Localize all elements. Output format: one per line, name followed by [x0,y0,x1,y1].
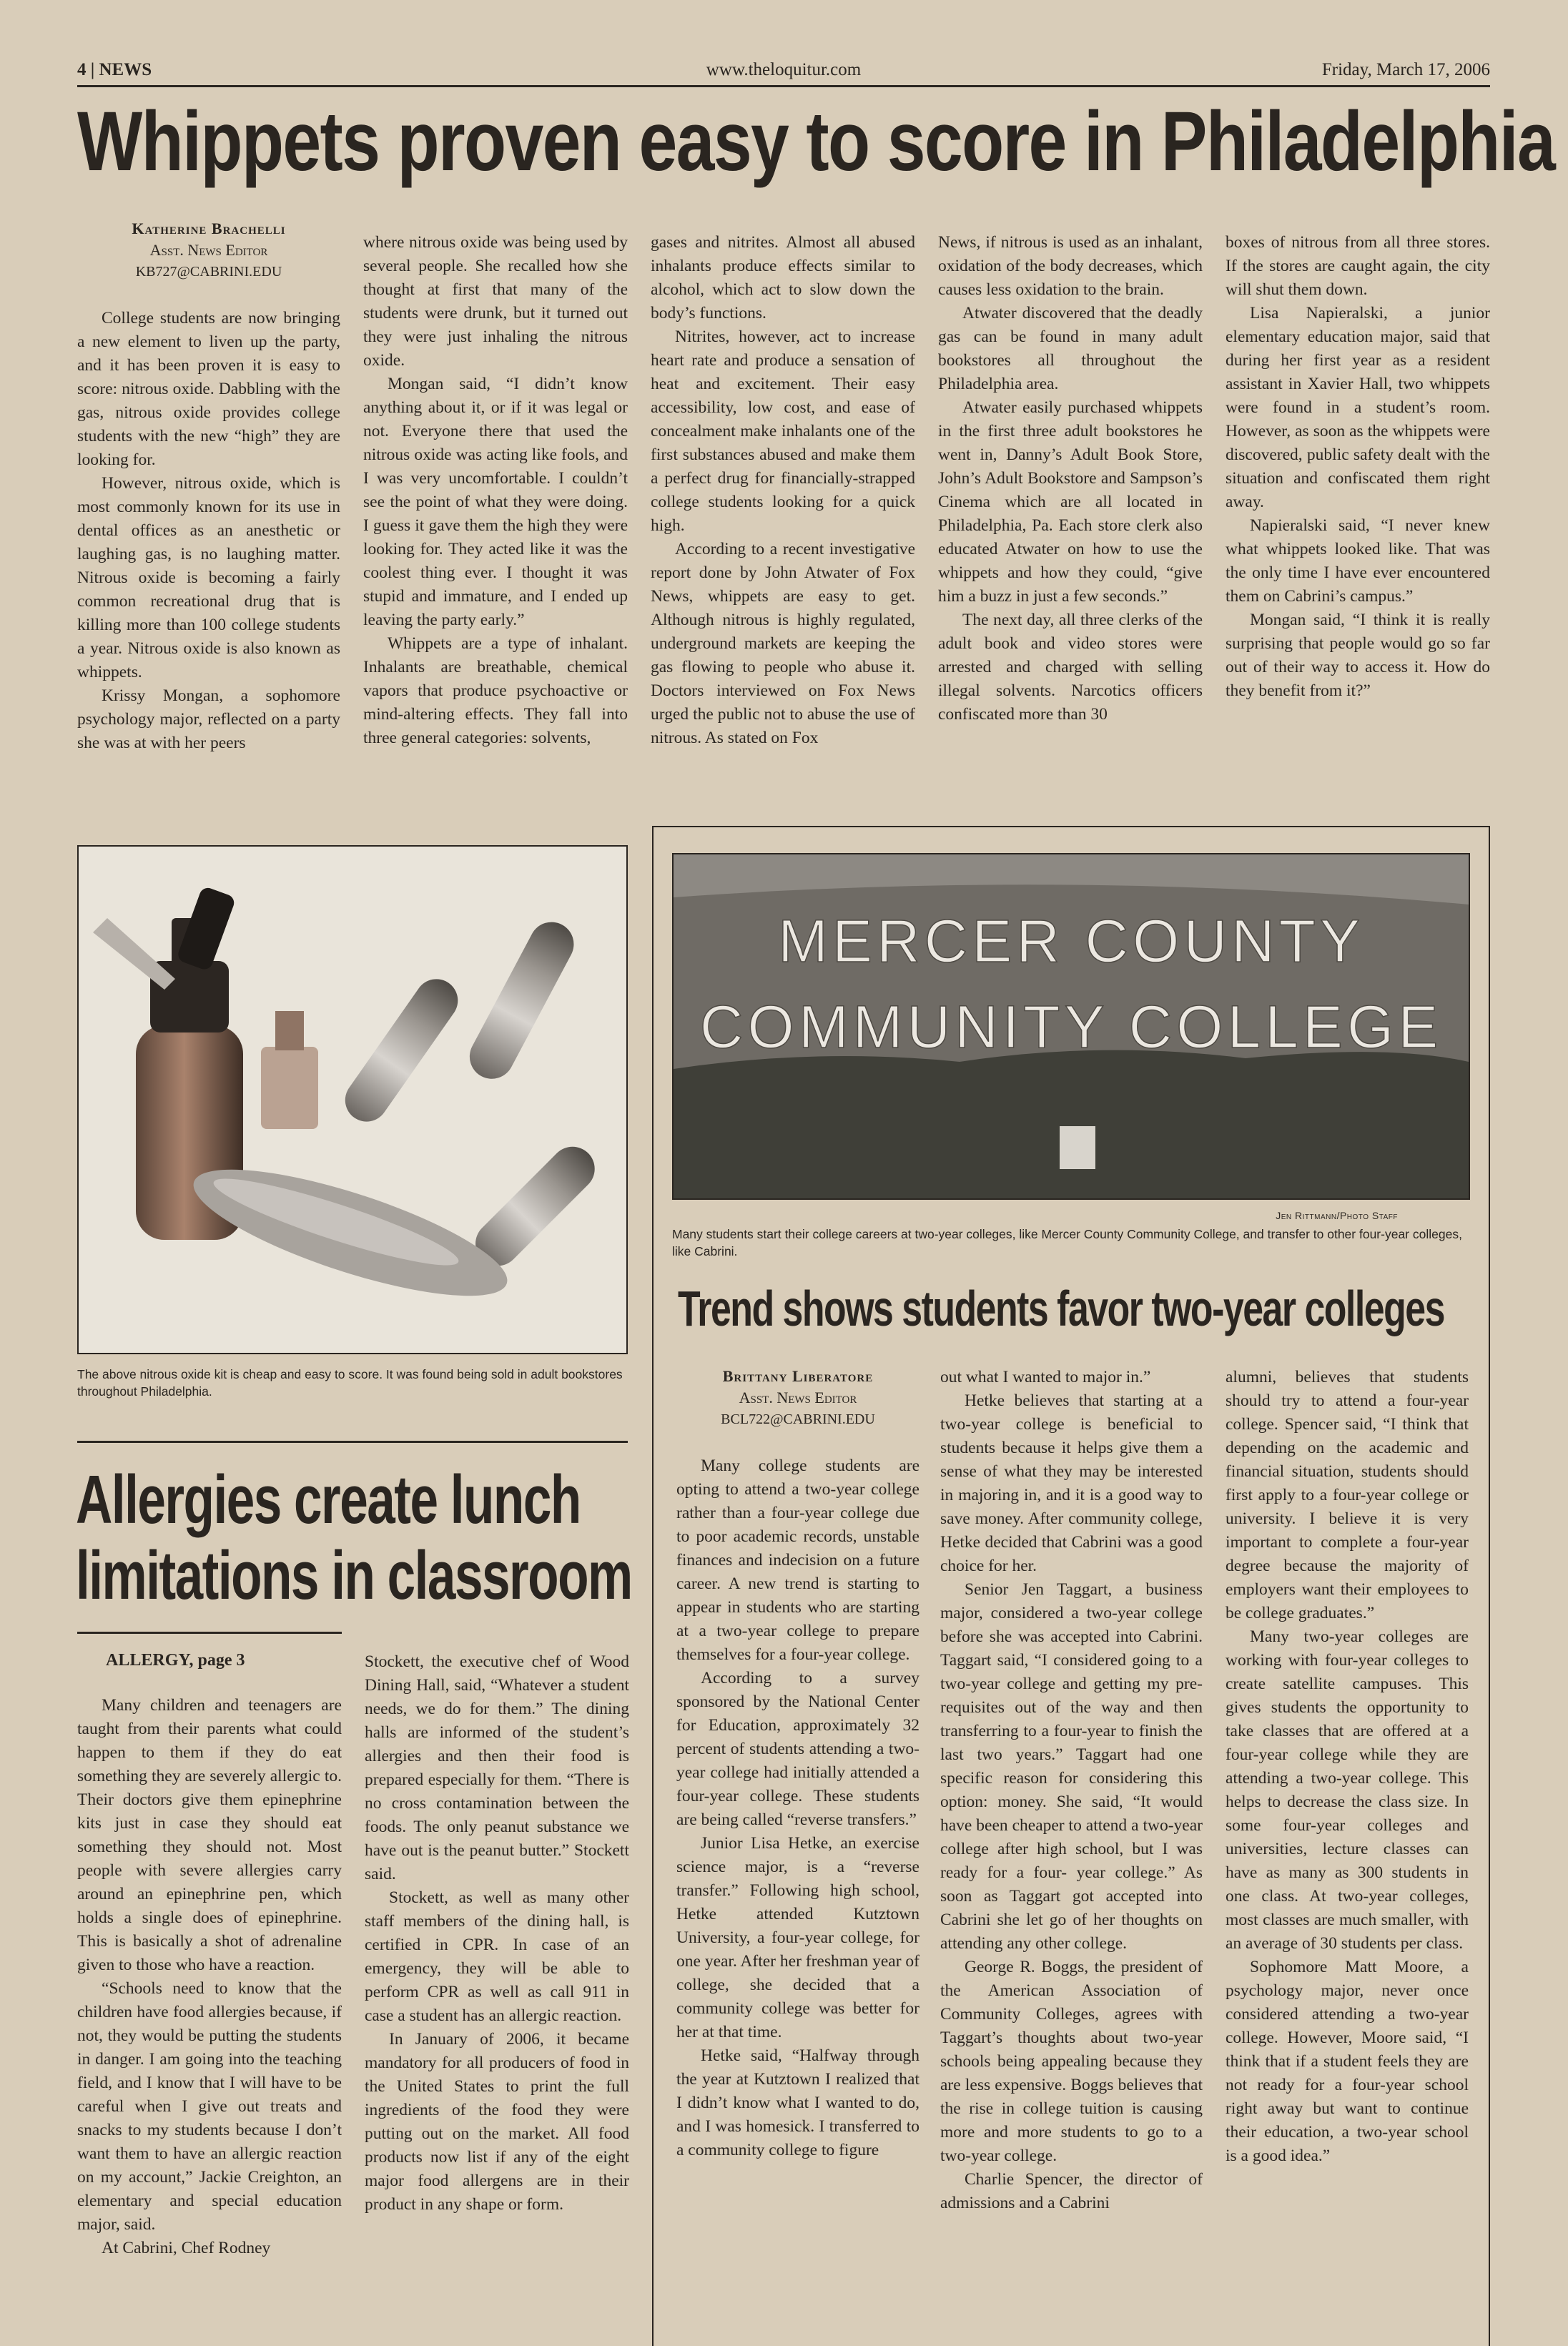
paragraph: Stockett, as well as many other staff members of the dining hall, is certified in CPR. In case of an emergency, they will be able to perform CPR as well as call 911 in case a student has an allergic reaction. [365,1888,629,2025]
paragraph: Charlie Spencer, the director of admissions and a Cabrini [940,2170,1203,2212]
mercer-sign-photo [672,853,1470,1200]
paragraph: Nitrites, however, act to increase heart rate and produce a sensation of heat and excitement. Their easy accessibility, low cost, and ease of concealment make inhalants one of the first substances abused and make them a perfect drug for financially-strapped college students looking for a quick high. [651,327,915,535]
photo-credit: Jen Rittmann/Photo Staff [1276,1210,1398,1221]
mercer-photo-caption: Many students start their college careers at two-year colleges, like Mercer County Community College, and transfer to other four-year colleges, like Cabrini. [672,1227,1462,1258]
whippets-column-5 [1226,231,1490,703]
paragraph: However, nitrous oxide, which is most commonly known for its use in dental offices as an anesthetic or laughing gas, is no laughing matter. Nitrous oxide is becoming a fairly common recreational drug that is killing more than 100 college students a year. Nitrous oxide is also known as whippets. [77,474,340,681]
paragraph: Many two-year colleges are working with four-year colleges to create satellite campuses. This gives students the opportunity to take classes that are offered at a four-year college while they are attending a two-year college. This helps to decrease the class size. In some four-year colleges and universities, lecture classes can have as many as 300 students in one class. At two-year colleges, most classes are much smaller, with an average of 30 students per class. [1226,1627,1469,1953]
paragraph: Whippets are a type of inhalant. Inhalants are breathable, chemical vapors that produce psychoactive or mind-altering effects. They fall into three general categories: solvents, [363,634,628,747]
paragraph: Sophomore Matt Moore, a psychology major, never once considered attending a two-year college. However, Moore said, “I think that if a student feels they are not ready for a four-year school right away but want to continue their education, a two-year school is a good idea.” [1226,1958,1469,2165]
paragraph: Lisa Napieralski, a junior elementary education major, said that during her first year as a resident assistant in Xavier Hall, two whippets were found in a student’s room. However, as soon as the whippets were discovered, public safety dealt with the situation and confiscated them right away. [1226,304,1490,511]
paragraph: According to a survey sponsored by the National Center for Education, approximately 32 percent of students attending a two-year college had initially attended a four-year college. These students are being called “reverse transfers.” [676,1669,919,1829]
paragraph: Stockett, the executive chef of Wood Dining Hall, said, “Whatever a student needs, we do for them.” The dining halls are informed of the student’s allergies and then their food is prepared especially for them. “There is no cross contamination between the foods. The only peanut substance we have out is the peanut butter.” Stockett said. [365,1652,629,1883]
paragraph: Mongan said, “I think it is really surprising that people would go so far out of their way to access it. How do they benefit from it?” [1226,611,1490,700]
paragraph: The next day, all three clerks of the adult book and video stores were arrested and charged with selling illegal solvents. Narcotics officers confiscated more than 30 [938,611,1203,724]
paragraph: Mongan said, “I didn’t know anything about it, or if it was legal or not. Everyone there that used the nitrous oxide was acting like fools, and I was very uncomfortable. I couldn’t see the point of what they were doing. I guess it gave them the high they were looking for. They acted like it was the coolest thing ever. I thought it was stupid and immature, and I ended up leaving the party early.” [363,375,628,629]
whippets-column-1 [77,218,340,755]
trend-byline [676,1366,919,1430]
sign-line-2: COMMUNITY COLLEGE [699,993,1443,1060]
issue-date: Friday, March 17, 2006 [1321,60,1490,79]
allergy-column-2 [365,1650,629,2217]
paragraph: out what I wanted to major in.” [940,1368,1151,1386]
paragraph: College students are now bringing a new element to liven up the party, and it has been proven it is easy to score: nitrous oxide. Dabbling with the gas, nitrous oxide provides college students with the new “high” they are looking for. [77,309,340,469]
byline-name: Katherine Brachelli [132,220,286,237]
whippets-column-4 [938,231,1203,726]
paragraph: gases and nitrites. Almost all abused inhalants produce effects similar to alcohol, which act to slow down the body’s functions. [651,233,915,322]
paragraph: “Schools need to know that the children have food allergies because, if not, they would be putting the students in danger. I am going into the teaching field, and I know that I will have to be careful when I give out treats and snacks to my students because I don’t want them to have an allergic reaction on my account,” Jackie Creighton, an elementary and special education major, said. [77,1979,342,2234]
paragraph: In January of 2006, it became mandatory for all producers of food in the United States to print the full ingredients of the food they were putting out on the market. All food products now list if any of the eight major food allergens are in their product in any shape or form. [365,2030,629,2214]
allergy-column-1 [77,1649,342,2260]
trend-column-3 [1226,1366,1469,2168]
paragraph: Krissy Mongan, a sophomore psychology major, reflected on a party she was at with her peers [77,686,340,752]
trend-column-2 [940,1366,1203,2215]
paragraph: Many children and teenagers are taught from their parents what could happen to them if they do eat something they are severely allergic to. Their doctors give them epinephrine kits just in case they should eat something they should not. Most people with severe allergies carry around an epinephrine pen, which holds a single does of epinephrine. This is basically a shot of adrenaline given to those who have a reaction. [77,1696,342,1974]
paragraph: where nitrous oxide was being used by several people. She recalled how she thought at first that many of the students were drunk, but it turned out they were just inhaling the nitrous oxide. [363,233,628,370]
sign-illustration [674,854,1469,1198]
paragraph: George R. Boggs, the president of the American Association of Community Colleges, agrees with Taggart’s thoughts about two-year schools being appealing because they are less expensive. Boggs believes that the rise in college tuition is causing more and more students to go to a two-year college. [940,1958,1203,2165]
whippets-column-2 [363,231,628,750]
trend-column-1 [676,1366,919,2162]
paragraph: Senior Jen Taggart, a business major, considered a two-year college before she was accepted into Cabrini. Taggart said, “I considered going to a two-year college and getting my pre-requisites out of the way and then transferring to a four-year to finish the last two years.” Taggart had one specific reason for considering this option: money. She said, “It would have been cheaper to attend a two-year college after high school, but I was ready for a four- year college.” As soon as Taggart got accepted into Cabrini she let go of her thoughts on attending any other college. [940,1580,1203,1953]
trend-headline: Trend shows students favor two-year colleges [678,1281,1444,1336]
paragraph: Hetke believes that starting at a two-year college is beneficial to students because it helps give them a sense of what they may be interested in majoring in, and it is a good way to save money. After community college, Hetke decided that Cabrini was a good choice for her. [940,1391,1203,1575]
nitrous-photo-caption: The above nitrous oxide kit is cheap and easy to score. It was found being sold in adult bookstores throughout Philadelphia. [77,1367,623,1399]
jump-rule [77,1632,342,1634]
nitrous-kit-illustration [79,847,626,1353]
byline-title: Asst. News Editor [739,1389,857,1406]
paragraph: Napieralski said, “I never knew what whippets looked like. That was the only time I have ever encountered them on Cabrini’s campus.” [1226,516,1490,606]
sign-line-1: MERCER COUNTY [777,907,1365,975]
nitrous-kit-photo [77,845,628,1354]
byline-name: Brittany Liberatore [722,1367,874,1385]
byline-email[interactable]: BCL722@CABRINI.EDU [721,1411,875,1427]
paragraph: News, if nitrous is used as an inhalant, oxidation of the body decreases, which causes less oxidation to the brain. [938,233,1203,299]
paragraph: boxes of nitrous from all three stores. If the stores are caught again, the city will shut them down. [1226,233,1490,299]
site-url[interactable]: www.theloquitur.com [706,60,862,79]
paragraph: At Cabrini, Chef Rodney [102,2239,271,2257]
page-header [77,56,1490,87]
whippets-byline [77,218,340,282]
paragraph: Atwater discovered that the deadly gas can be found in many adult bookstores all throughout the Philadelphia area. [938,304,1203,393]
paragraph: Hetke said, “Halfway through the year at Kutztown I realized that I didn’t know what I wanted to do, and I was homesick. I transferred to a community college to figure [676,2046,919,2159]
allergy-headline [76,1462,632,1613]
paragraph: According to a recent investigative report done by John Atwater of Fox News, whippets are easy to get. Although nitrous is highly regulated, underground markets are keeping the gas flowing to people who abuse it. Doctors interviewed on Fox News urged the public not to abuse the use of nitrous. As stated on Fox [651,540,915,747]
allergy-headline-line-2: limitations in classroom [76,1537,632,1614]
whippets-column-3 [651,231,915,750]
allergy-headline-line-1: Allergies create lunch [76,1462,581,1538]
byline-title: Asst. News Editor [149,241,268,259]
paragraph: Atwater easily purchased whippets in the first three adult bookstores he went in, Danny’s Adult Book Store, John’s Adult Bookstore and Sampson’s Cinema which are all located in Philadelphia, Pa. Each store clerk also educated Atwater on how to use the whippets and how they could, “give him a buzz in just a few seconds.” [938,398,1203,606]
whippets-headline: Whippets proven easy to score in Philadelphia [77,94,1555,189]
paragraph: alumni, believes that students should try to attend a four-year college. Spencer said, “I think that depending on the academic and financial situation, students should first apply to a four-year college or university. I believe it is very important to complete a four-year degree because the majority of employers want their employees to be college graduates.” [1226,1368,1469,1622]
section-divider [77,1441,628,1443]
paragraph: Many college students are opting to attend a two-year college rather than a four-year college due to poor academic records, unstable finances and indecision on a future career. A new trend is starting to appear in students who are starting at a two-year college to prepare themselves for a four-year college. [676,1457,919,1664]
jump-line[interactable]: ALLERGY, page 3 [106,1651,245,1670]
section-label: 4 | NEWS [77,60,152,79]
paragraph: Junior Lisa Hetke, an exercise science major, is a “reverse transfer.” Following high school, Hetke attended Kutztown University, a four-year college, for one year. After her freshman year of college, she decided that a community college was better for her at that time. [676,1834,919,2041]
byline-email[interactable]: KB727@CABRINI.EDU [135,264,282,280]
